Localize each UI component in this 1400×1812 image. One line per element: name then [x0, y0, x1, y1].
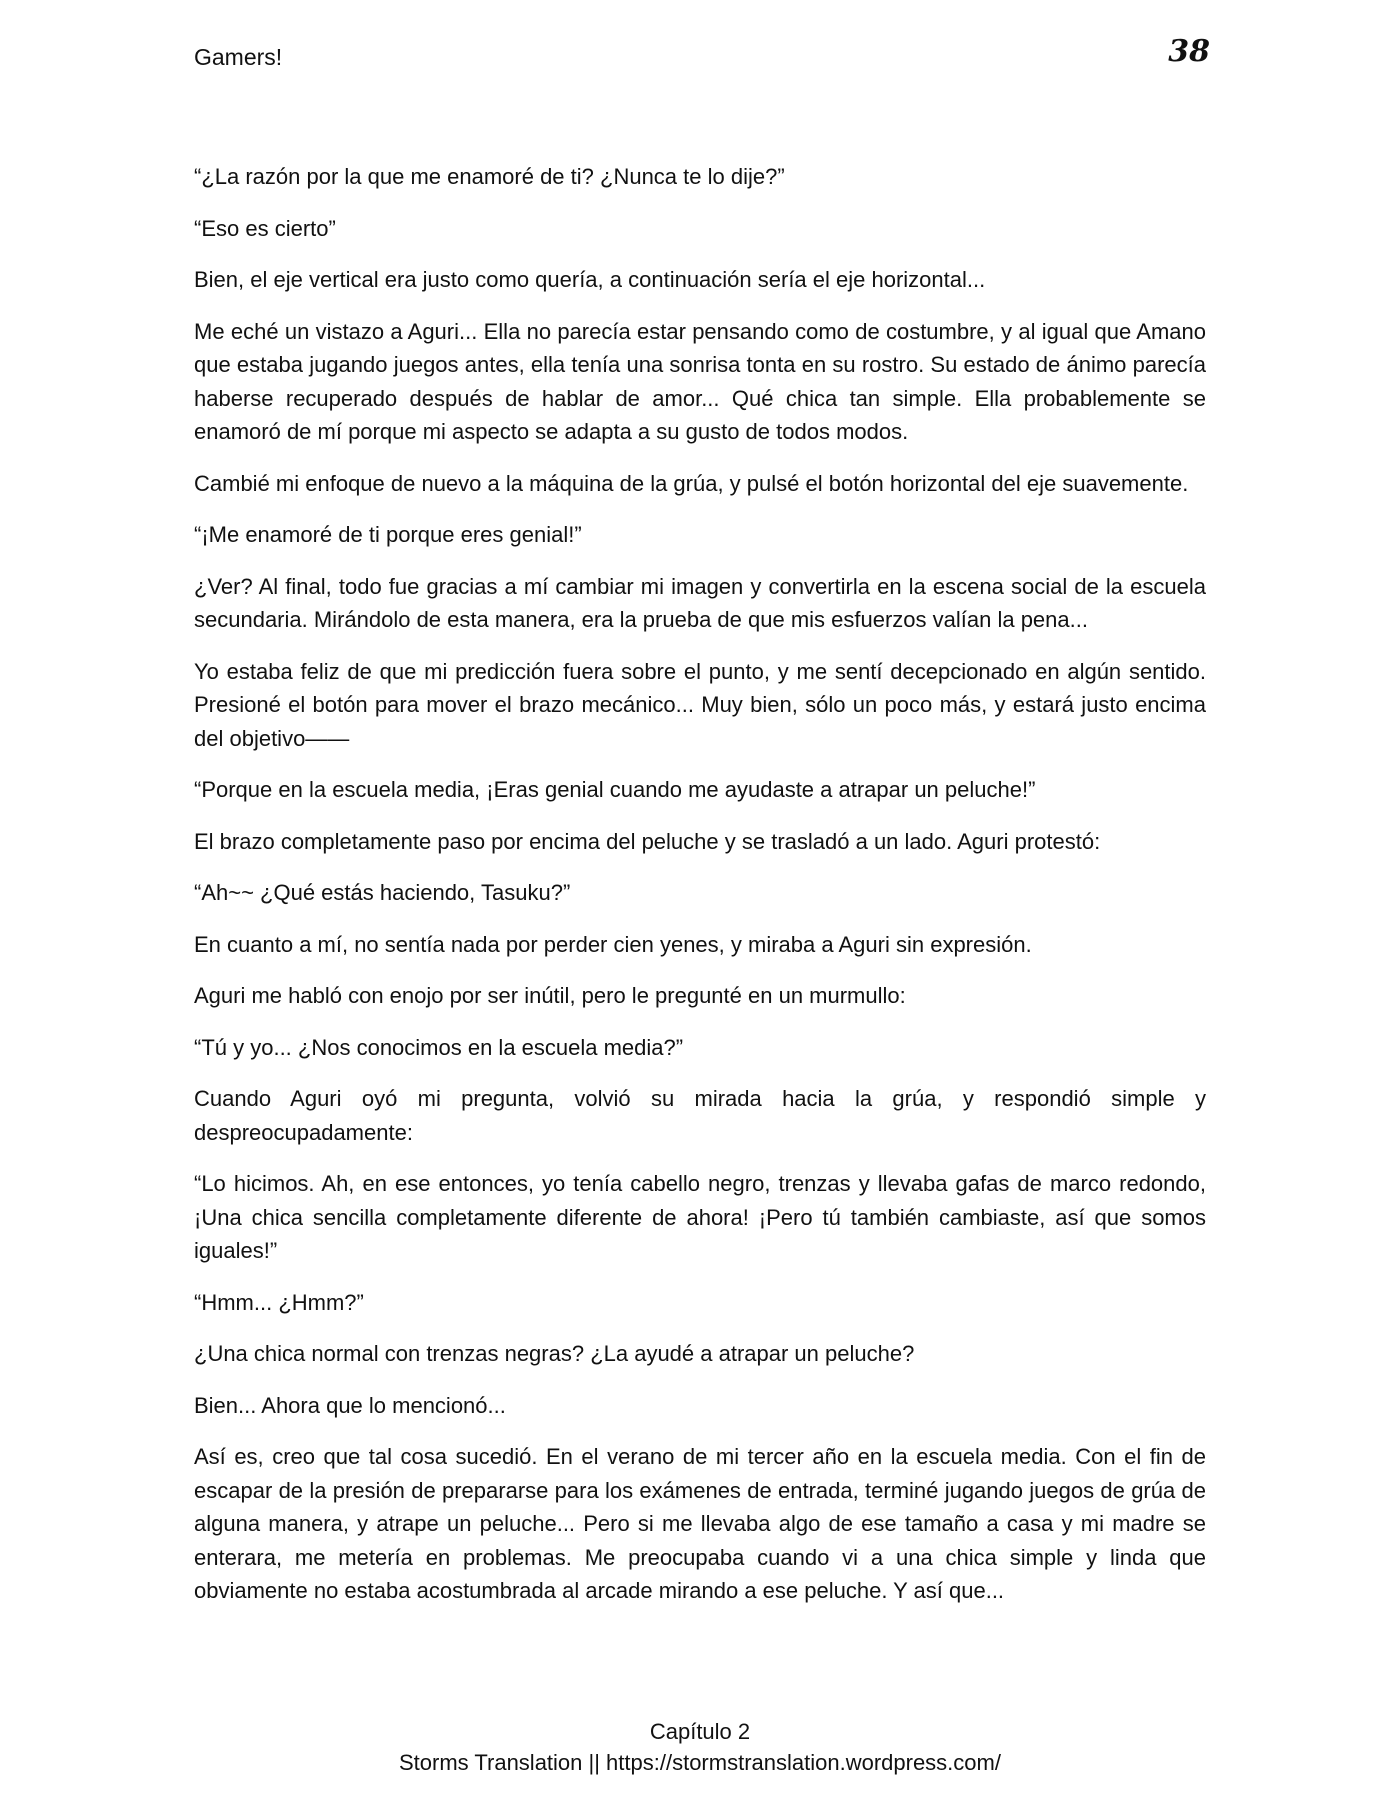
paragraph: “¿La razón por la que me enamoré de ti? ¿Nunca te lo dije?” [194, 164, 785, 189]
paragraph: Cambié mi enfoque de nuevo a la máquina de la grúa, y pulsé el botón horizontal del eje suavemente. [194, 470, 1189, 496]
paragraph: Aguri me habló con enojo por ser inútil, pero le pregunté en un murmullo: [194, 983, 906, 1008]
body-text [194, 160, 1206, 1626]
paragraph: ¿Ver? Al final, todo fue gracias a mí cambiar mi imagen y convertirla en la escena social de la escuela secundaria. Mirándolo de esta manera, era la prueba de que mis esfuerzos valían la pena... [194, 573, 1206, 632]
header-title: Gamers! [194, 44, 283, 70]
paragraph: Yo estaba feliz de que mi predicción fuera sobre el punto, y me sentí decepcionado en algún sentido. Presioné el botón para mover el brazo mecánico... Muy bien, sólo un poco más, y estará justo encima del objetivo—— [194, 658, 1206, 751]
paragraph: Bien... Ahora que lo mencionó... [194, 1392, 506, 1418]
footer-chapter: Capítulo 2 [649, 1719, 751, 1744]
paragraph: “Eso es cierto” [194, 215, 336, 241]
paragraph: Bien, el eje vertical era justo como quería, a continuación sería el eje horizontal... [194, 267, 986, 292]
paragraph: “Hmm... ¿Hmm?” [194, 1289, 364, 1315]
paragraph: “Tú y yo... ¿Nos conocimos en la escuela media?” [194, 1034, 684, 1060]
footer-credit: Storms Translation || https://stormstranslation.wordpress.com/ [399, 1750, 1001, 1775]
paragraph: “Ah~~ ¿Qué estás haciendo, Tasuku?” [194, 880, 571, 905]
paragraph: “¡Me enamoré de ti porque eres genial!” [194, 522, 582, 547]
paragraph: “Porque en la escuela media, ¡Eras genial cuando me ayudaste a atrapar un peluche!” [194, 777, 1036, 802]
paragraph: Me eché un vistazo a Aguri... Ella no parecía estar pensando como de costumbre, y al igual que Amano que estaba jugando juegos antes, ella tenía una sonrisa tonta en su rostro. Su estado de ánimo parecía haberse recuperado después de hablar de amor... Qué chica tan simple. Ella probablemente se enamoró de mí porque mi aspecto se adapta a su gusto de todos modos. [194, 318, 1206, 444]
paragraph: En cuanto a mí, no sentía nada por perder cien yenes, y miraba a Aguri sin expresión. [194, 931, 1032, 957]
paragraph: Cuando Aguri oyó mi pregunta, volvió su mirada hacia la grúa, y respondió simple y despreocupadamente: [194, 1086, 1206, 1145]
page-footer [0, 1716, 1400, 1778]
paragraph: ¿Una chica normal con trenzas negras? ¿La ayudé a atrapar un peluche? [194, 1341, 915, 1366]
paragraph: “Lo hicimos. Ah, en ese entonces, yo tenía cabello negro, trenzas y llevaba gafas de marco redondo, ¡Una chica sencilla completamente diferente de ahora! ¡Pero tú también cambiaste, así que somos iguales!” [194, 1171, 1206, 1263]
paragraph: Así es, creo que tal cosa sucedió. En el verano de mi tercer año en la escuela media. Con el fin de escapar de la presión de prepararse para los exámenes de entrada, terminé jugando juegos de grúa de alguna manera, y atrape un peluche... Pero si me llevaba algo de ese tamaño a casa y mi madre se enterara, me metería en problemas. Me preocupaba cuando vi a una chica simple y linda que obviamente no estaba acostumbrada al arcade mirando a ese peluche. Y así que... [194, 1444, 1206, 1603]
paragraph: El brazo completamente paso por encima del peluche y se trasladó a un lado. Aguri protestó: [194, 828, 1101, 854]
page-number: 38 [1168, 34, 1210, 69]
